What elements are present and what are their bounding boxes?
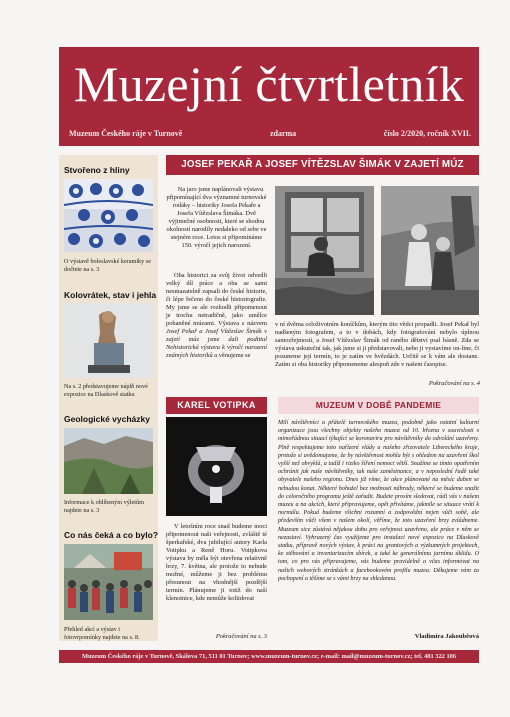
lead-article-paragraph-end: a věnujeme se: [212, 351, 251, 359]
crowd-event-image: [64, 544, 153, 620]
lead-article-paragraph: v ní dvěma celoživotním koníčkům, kterým tito vědci propadli. Josef Pekař byl nadšeným fotografem, a to v dobách, kdy fotografování nebylo úplnou samozřejmostí, a Josef Vítězslav Šimák od raného dětství psal básně. Zda se výstava uskuteční tak, jak jsme si ji představovali, nebo ji vystavíme on-line, či posuneme její termín, to je zatím ve hvězdách. Určitě se k vám ale dostane. Zatím si oba historiky připomeneme alespoň zde v našem časopise.: [275, 321, 479, 368]
jewelry-photo: [166, 417, 267, 516]
newsletter-title: Muzejní čtvrtletník: [73, 56, 465, 112]
lead-article-continued: Pokračování na s. 4: [428, 380, 480, 387]
spinning-wheel-figure-image: [64, 303, 153, 378]
votipka-article-title: KAREL VOTIPKA: [166, 397, 267, 414]
footer-contact: Muzeum Českého ráje v Turnově, Skálova 71, 511 01 Turnov; www.muzeum-turnov.cz; e-mail: mail@muzeum-turnov.cz; tel. 481 322 106: [59, 650, 479, 663]
sidebar-item-text: Přehled akcí a výstav i fotovrpomínky najdete na s. 8.: [64, 626, 140, 641]
votipka-article-text: V letošním roce snad budeme moci připomenout naši veřejnosti, zvláště té šperkařské, dva jubilující autory Karla Votipku a Reně Horu. Votipkova výstava by měla být otevřena relativně brzy, 7. května, ale protože to nebude možné, můžeme ji bez problému přesunout na vhodnější pozdější termín. Plánujeme ji totiž do naší klenotnice, kde nemůže koliidovat: [166, 523, 267, 602]
sidebar-item-text: Informace k oblíbeným výletům najdete na s. 3: [64, 499, 144, 514]
issue-number: číslo 2/2020, ročník XVII.: [383, 129, 471, 138]
pandemic-article-title: MUZEUM V DOBĚ PANDEMIE: [278, 397, 479, 414]
sidebar-item-title: Kolovrátek, stav i jehla: [64, 290, 157, 300]
sidebar-item-text: Na s. 2 představujeme náplň nové expozice na Dlaskově statku: [64, 383, 148, 398]
votipka-continued: Pokračování na s. 3: [215, 633, 267, 640]
landscape-image: [64, 428, 153, 494]
ceramics-image: [64, 179, 153, 252]
sidebar: [59, 155, 158, 641]
lead-article-column-1: [166, 186, 267, 250]
lead-article-paragraph: Oba historici za svůj život odvedli velký díl práce a oba se sami nesmazatelně zapsali do české historie, či lépe řečeno do české historiografie. My jsme se ale rozhodli připomenout je trochu netradičně, jako umělce pohaněné múzami. Výstava s názvem: [166, 272, 267, 327]
sidebar-item-title: Co nás čeká a co bylo?: [64, 530, 159, 540]
publisher-name: Muzeum Českého ráje v Turnově: [69, 129, 183, 138]
price-label: zdarma: [269, 129, 297, 138]
sidebar-item-title: Stvořeno z hliny: [64, 165, 130, 175]
masthead-info: [69, 129, 471, 138]
pandemic-article-text: Milí návštěvníci a přátelé turnovského muzea, podobně jako ostatní kulturní organizace jsou všechny objekty našeho muzea od 10. března v souvislosti s mimořádnou situací týkající se koronaviru pro návštěvníky do odvolání uzavřeny. Plně respektujeme toto nařízení vlády a našeho zřizovatele Libereckého kraje, protože si uvědomujeme, že by návštěvnost mohla být s ohledem na uzavření škol vyšší než obvyklá, a tudíž i riziko šíření nemoci větší. Snažíme se tímto opatřením ochránit jak naše návštěvníky, tak naše zaměstnance, a v neposlední řadě také obyvatele našeho regionu. Dnes již víme, že akce plánované na měsíc duben se nebudou konat. Některé bohužel bez možnosti náhrady, některé se budeme snažit do celoročního programu ještě zařadit. Budete prosím sledovat, rádi vás v našem muzeu a na akcích, které připravujeme, opět přivítáme, jakmile se situace vrátí k normálu. Pokud budeme všichni rozumní a zodpovědní nejen vůči sobě, ale především vůči všem v našem okolí, věříme, že toto uzavření brzy zvládneme. Muzeum sice zůstává nějakou dobu pro veřejnost uzavřeno, ale práce v něm se nezastaví. Vyhrazený čas využijeme pro instalaci nové expozice na Dlaskově statku, přípravě nových výstav, k práci na grantových a výzkumných projektech, ke stěhování a inventarizacím sbírek, a také ke generálnímu jarnímu úklidu. O tom, co pro vás připravujeme, vás budeme pravidelně a včas informovat na našich webových stránkách a facebookovém profilu muzea. Děkujeme vám za pochopení a těšíme se s vámi brzy na shledanou.: [278, 420, 479, 582]
lead-article-column-1b: [166, 272, 267, 359]
sidebar-item-text: O výstavě boleslavské keramiky se dočtete na s. 3: [64, 258, 151, 273]
lead-article-paragraph: Na jaro jsme naplánovali výstavu připomínající dva významné turnovské rodáky – historiky Josefa Pekaře a Josefa Vítězslava Šimáka. Dvě výjimečné osobnosti, které se shodou okolností narodily nedaleko od sebe ve stejném roce. Letos si připomínáme 150. výročí jejich narození.: [166, 186, 267, 249]
historic-photo-window: [275, 186, 374, 315]
sidebar-item-title: Geologické vycházky: [64, 414, 150, 424]
masthead: [59, 47, 479, 146]
pandemic-signature: Vladimíra Jakouběová: [414, 633, 479, 640]
lead-article-column-2: [275, 321, 479, 369]
exhibition-name: Josef Pekař a Josef Vítězslav Šimák v zajetí múz jsme dali podtitul Nehistorická výstava k výročí narození známých historiků: [166, 327, 267, 359]
historic-photo-children: [381, 186, 479, 315]
lead-article-title: JOSEF PEKAŘ A JOSEF VÍTĚZSLAV ŠIMÁK V ZAJETÍ MÚZ: [166, 155, 479, 175]
